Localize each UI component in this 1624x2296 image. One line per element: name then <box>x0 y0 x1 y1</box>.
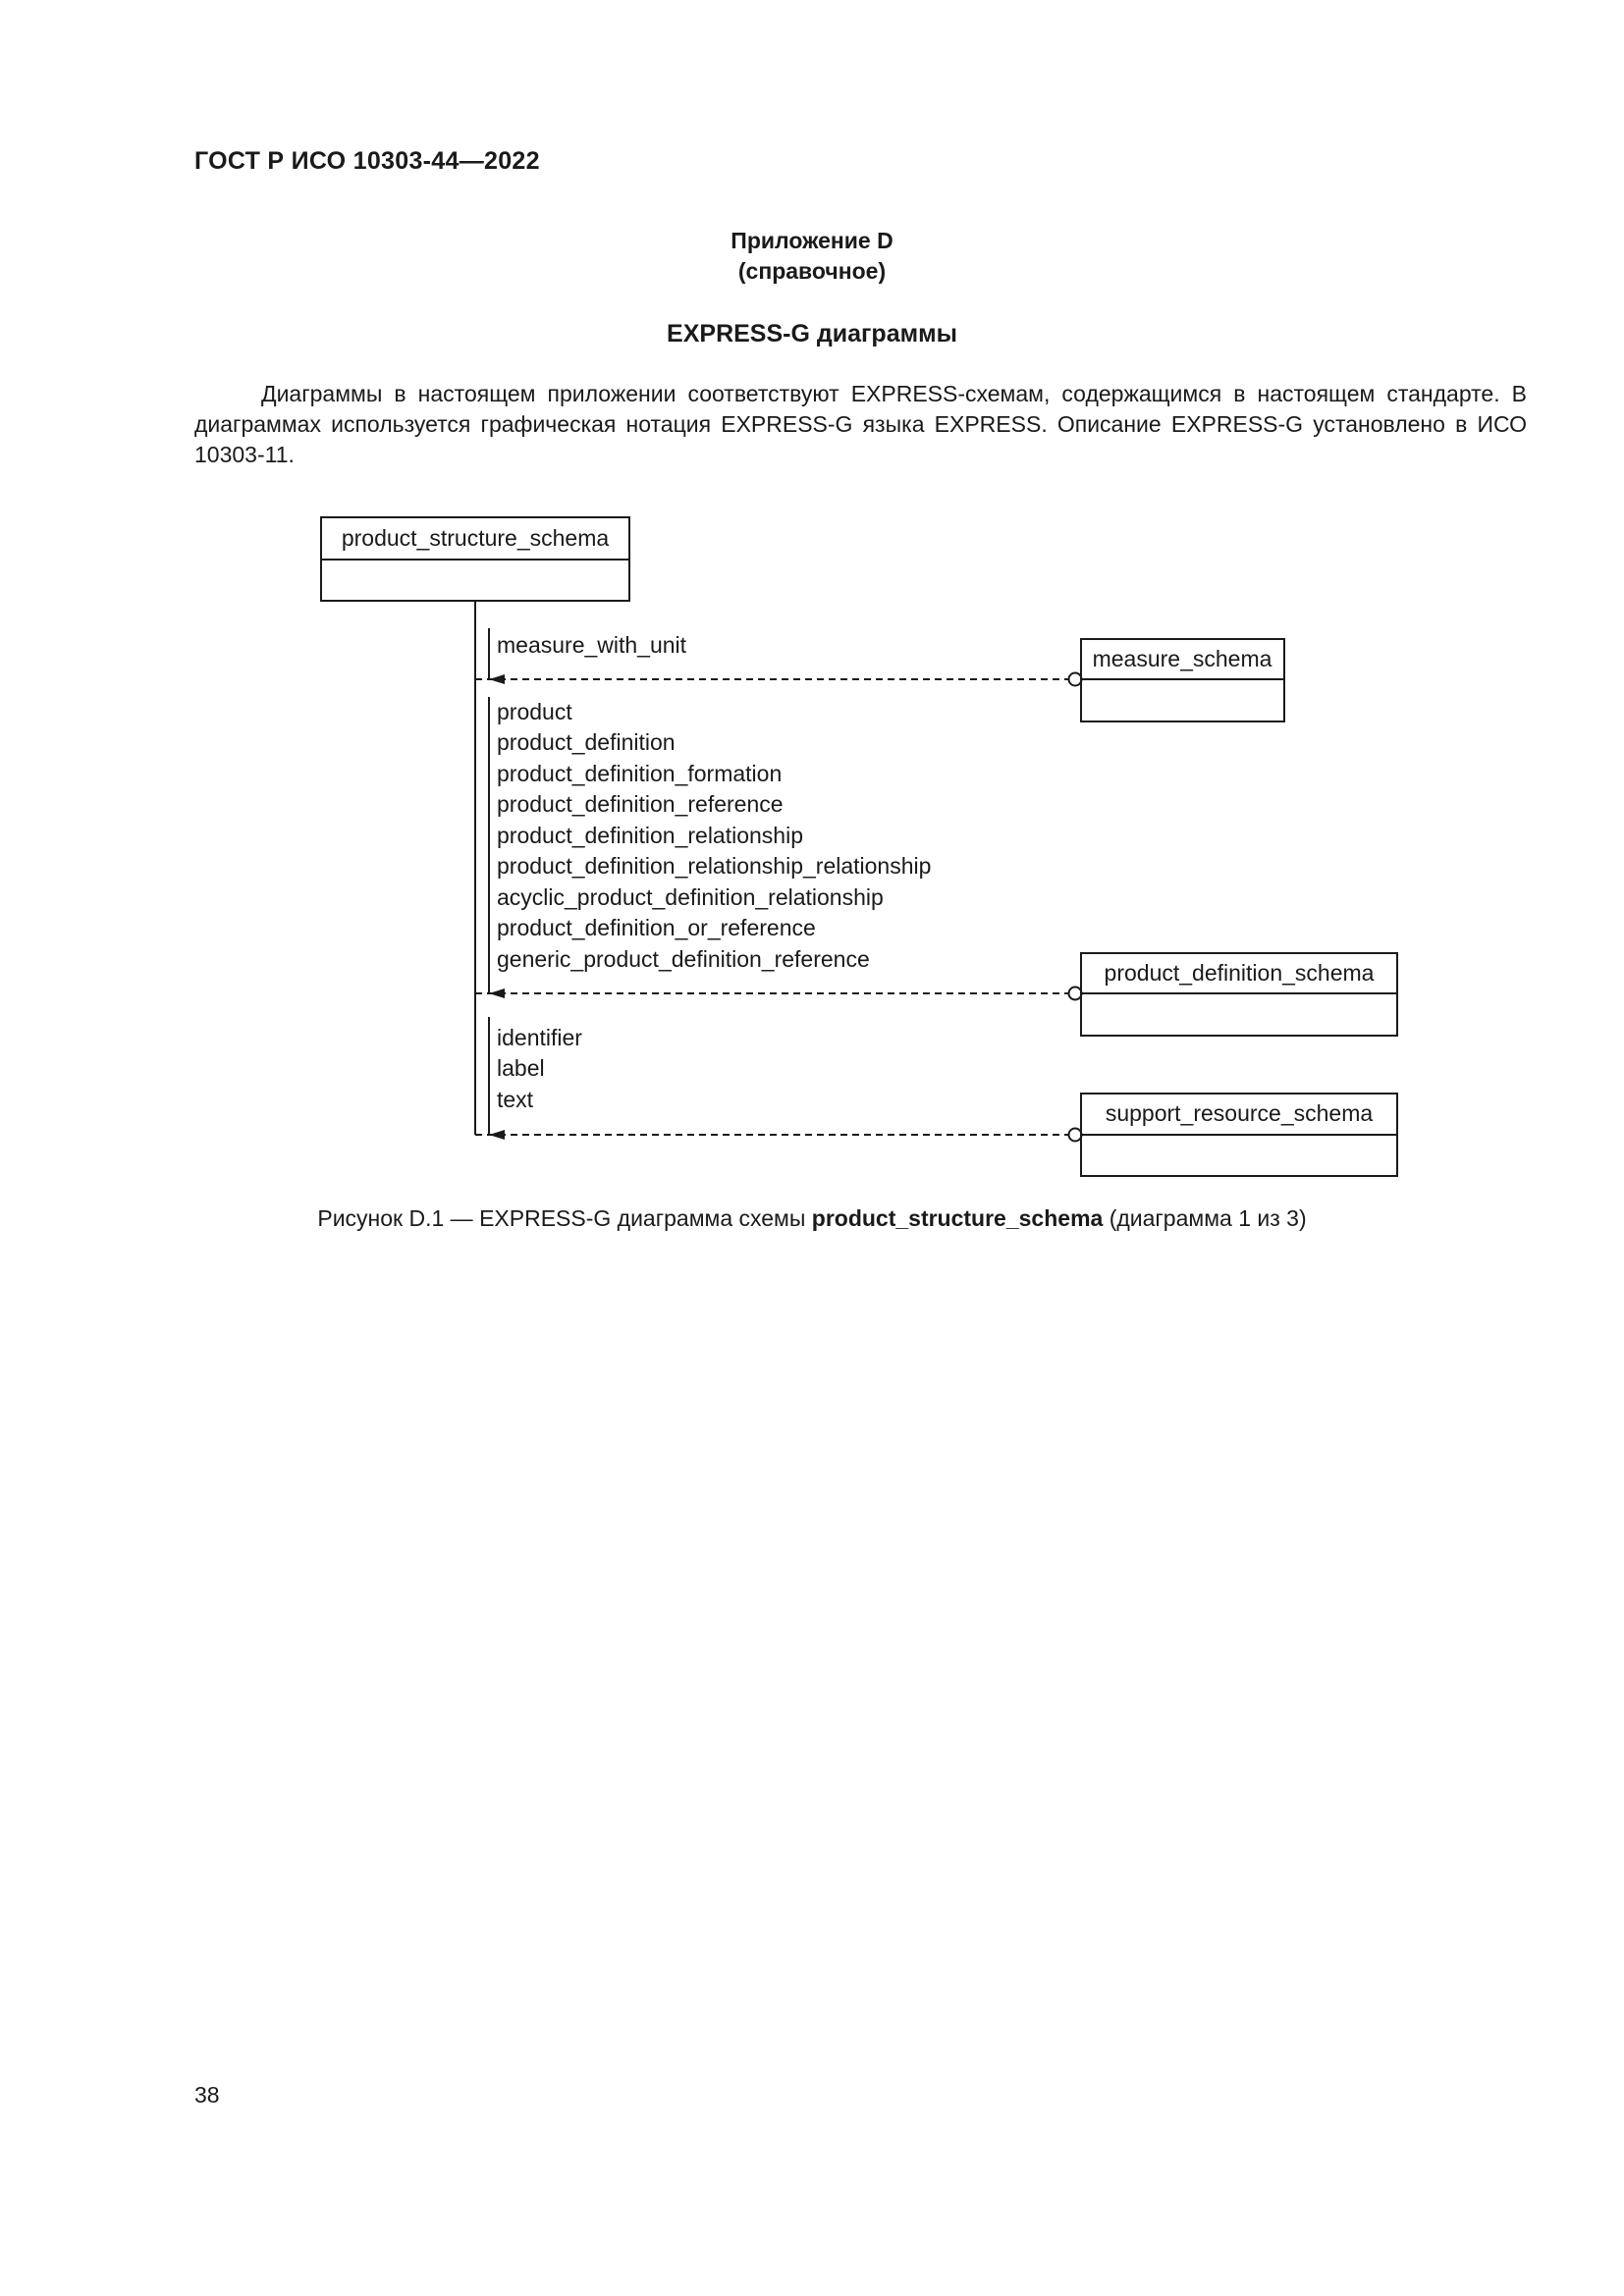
main-schema-box <box>321 517 629 601</box>
annex-status: (справочное) <box>737 258 887 284</box>
section-title: EXPRESS-G диаграммы <box>667 320 957 347</box>
schema-label: support_resource_schema <box>1105 1100 1374 1126</box>
main-schema-label: product_structure_schema <box>341 525 610 551</box>
reference-item: product_definition_or_reference <box>497 915 816 940</box>
reference-item: measure_with_unit <box>497 632 687 658</box>
measure-schema-box <box>1081 639 1284 721</box>
reference-item: product <box>497 699 572 724</box>
reference-item: product_definition <box>497 729 676 755</box>
product-definition-schema-box <box>1081 953 1397 1036</box>
caption-schema-name: product_structure_schema <box>811 1205 1104 1231</box>
document-code: ГОСТ Р ИСО 10303-44—2022 <box>194 147 540 175</box>
caption-prefix: Рисунок D.1 — EXPRESS-G диаграмма схемы <box>317 1205 812 1231</box>
connector-circle <box>1069 988 1082 1000</box>
reference-item: acyclic_product_definition_relationship <box>497 884 884 910</box>
reference-item: generic_product_definition_reference <box>497 946 870 972</box>
intro-paragraph: Диаграммы в настоящем приложении соответствуют EXPRESS-схемам, содержащимся в настоящем стандарте. В диаграммах используется графическая нотация EXPRESS-G языка EXPRESS. Описание EXPRESS-G установлено в ИСО 10303-11. <box>194 381 1527 467</box>
connector-circle <box>1069 1129 1082 1142</box>
support-resource-schema-box <box>1081 1094 1397 1176</box>
figure-caption <box>0 1205 1624 1232</box>
reference-item: label <box>497 1055 545 1081</box>
reference-item: identifier <box>497 1025 582 1050</box>
schema-label: measure_schema <box>1092 646 1272 671</box>
schema-label: product_definition_schema <box>1104 960 1375 986</box>
annex-title: Приложение D <box>731 228 893 253</box>
reference-item: text <box>497 1087 534 1112</box>
reference-group-measure <box>475 628 1284 721</box>
reference-item: product_definition_reference <box>497 791 784 817</box>
connector-circle <box>1069 673 1082 686</box>
reference-item: product_definition_relationship <box>497 823 803 848</box>
page-number: 38 <box>194 2082 220 2108</box>
reference-group-support-resource <box>475 1017 1397 1176</box>
reference-item: product_definition_formation <box>497 761 783 786</box>
caption-suffix: (диаграмма 1 из 3) <box>1103 1205 1307 1231</box>
reference-item: product_definition_relationship_relationship <box>497 853 932 879</box>
reference-group-product-definition <box>475 697 1397 1036</box>
